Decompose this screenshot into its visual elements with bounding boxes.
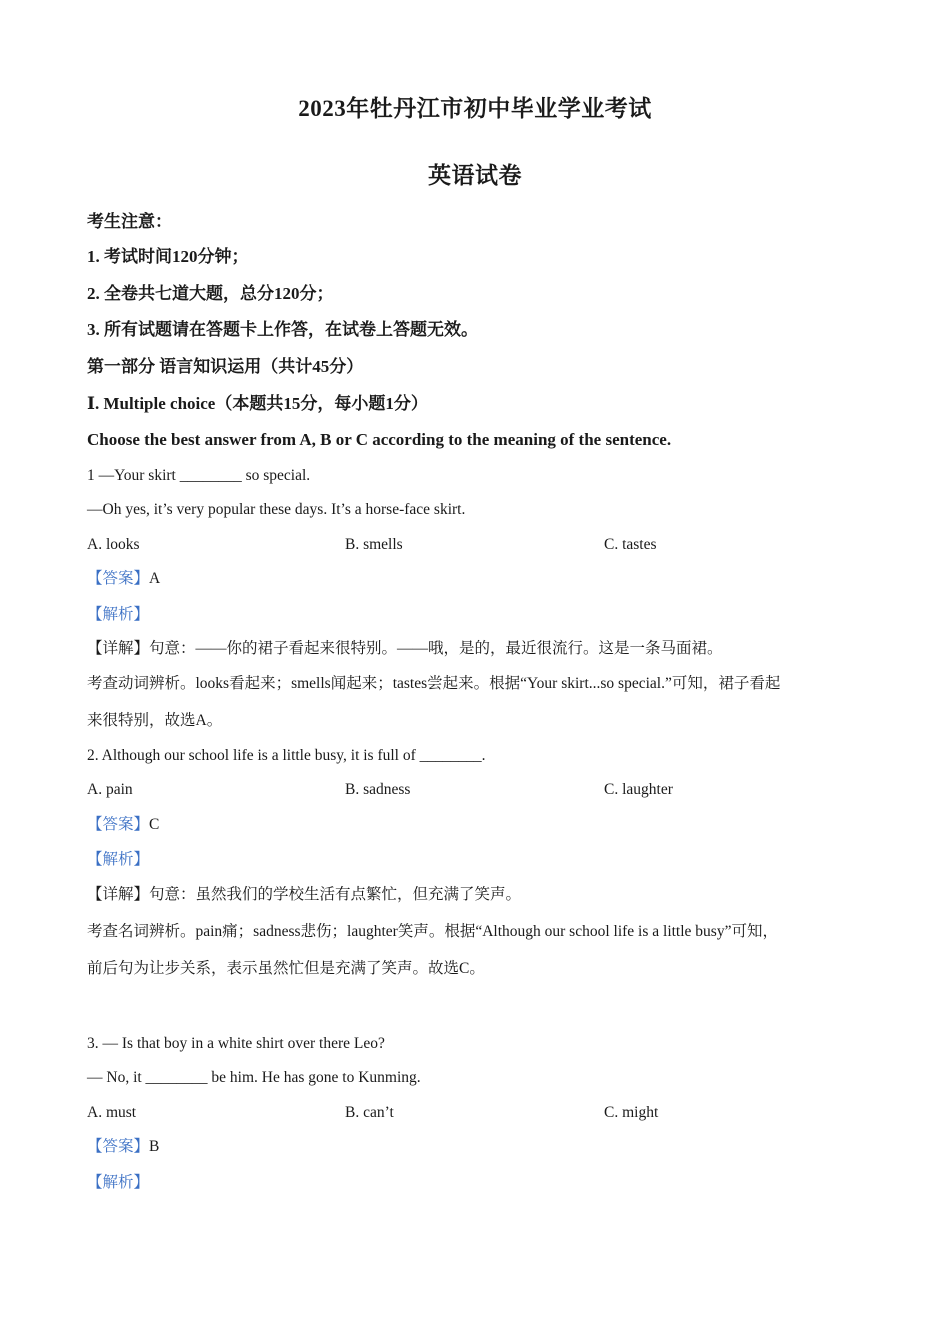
question-3-stem-reply: — No, it ________ be him. He has gone to Kunming. bbox=[87, 1069, 421, 1086]
answer-tag: 【答案】 bbox=[87, 1138, 150, 1155]
question-2-analysis-tag: 【解析】 bbox=[87, 851, 150, 868]
question-1-option-b: B. smells bbox=[345, 536, 403, 553]
question-2-stem: 2. Although our school life is a little busy, it is full of ________. bbox=[87, 747, 486, 764]
question-1-stem: 1 —Your skirt ________ so special. bbox=[87, 467, 311, 484]
answer-tag: 【答案】 bbox=[87, 816, 150, 833]
detail-tag: 【详解】 bbox=[87, 886, 150, 903]
notice-item-3: 3. 所有试题请在答题卡上作答，在试卷上答题无效。 bbox=[87, 320, 478, 339]
question-1-analysis-tag: 【解析】 bbox=[87, 606, 150, 623]
question-1-answer bbox=[87, 569, 867, 589]
question-2-option-a: A. pain bbox=[87, 781, 133, 798]
exam-subject-title: 英语试卷 bbox=[428, 163, 522, 188]
question-3-answer bbox=[87, 1137, 867, 1157]
notice-item-2: 2. 全卷共七道大题，总分120分； bbox=[87, 284, 334, 303]
question-3-analysis-tag: 【解析】 bbox=[87, 1174, 150, 1191]
notice-heading: 考生注意： bbox=[87, 212, 172, 231]
exam-title: 2023年牡丹江市初中毕业学业考试 bbox=[298, 96, 652, 121]
question-2-option-c: C. laughter bbox=[604, 781, 673, 798]
question-1-option-c: C. tastes bbox=[604, 536, 657, 553]
detail-text: 句意：虽然我们的学校生活有点繁忙，但充满了笑声。 bbox=[149, 886, 522, 903]
question-2-detail bbox=[87, 885, 867, 905]
notice-item-1: 1. 考试时间120分钟； bbox=[87, 247, 249, 266]
part-heading: 第一部分 语言知识运用（共计45分） bbox=[87, 357, 364, 376]
detail-text: 句意：——你的裙子看起来很特别。——哦，是的，最近很流行。这是一条马面裙。 bbox=[149, 640, 723, 657]
question-1-explain-line-2: 来很特别，故选A。 bbox=[87, 712, 223, 729]
question-3-option-a: A. must bbox=[87, 1104, 137, 1121]
question-2-explain-line-2: 前后句为让步关系，表示虽然忙但是充满了笑声。故选C。 bbox=[87, 960, 485, 977]
question-3-option-c: C. might bbox=[604, 1104, 659, 1121]
question-2-explain-line-1: 考查名词辨析。pain痛；sadness悲伤；laughter笑声。根据“Although our school life is a little busy”可知， bbox=[87, 923, 778, 940]
detail-tag: 【详解】 bbox=[87, 640, 150, 657]
section-title: Ⅰ. Multiple choice（本题共15分，每小题1分） bbox=[87, 394, 428, 413]
question-3-option-b: B. can’t bbox=[345, 1104, 394, 1121]
question-1-stem-reply: —Oh yes, it’s very popular these days. It’s a horse-face skirt. bbox=[87, 501, 466, 518]
answer-value: C bbox=[149, 816, 160, 833]
question-2-answer bbox=[87, 815, 867, 835]
question-2-option-b: B. sadness bbox=[345, 781, 411, 798]
answer-value: A bbox=[149, 570, 161, 587]
section-instruction: Choose the best answer from A, B or C according to the meaning of the sentence. bbox=[87, 430, 672, 449]
answer-value: B bbox=[149, 1138, 160, 1155]
answer-tag: 【答案】 bbox=[87, 570, 150, 587]
question-1-option-a: A. looks bbox=[87, 536, 140, 553]
question-3-stem: 3. — Is that boy in a white shirt over there Leo? bbox=[87, 1035, 385, 1052]
question-1-explain-line-1: 考查动词辨析。looks看起来；smells闻起来；tastes尝起来。根据“Your skirt...so special.”可知，裙子看起 bbox=[87, 675, 781, 692]
question-1-detail bbox=[87, 639, 867, 659]
